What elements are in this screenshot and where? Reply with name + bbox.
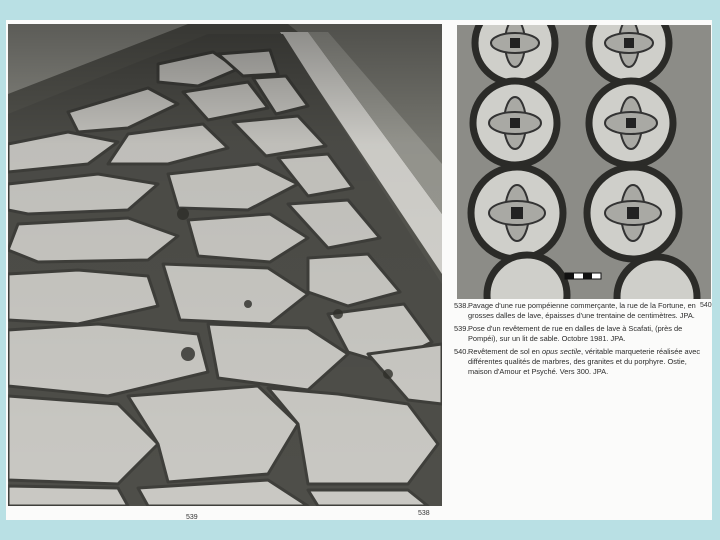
scale-bar (565, 273, 601, 279)
figure-captions (454, 301, 710, 380)
figure-number-540: 540 (700, 302, 712, 309)
caption-540: 540.Revêtement de sol en opus sectile, véritable marqueterie réalisée avec différentes qualités de marbres, des granites et du porphyre. Ostie, maison d'Amour et Psyché. Vers 300. JPA. (454, 347, 701, 376)
caption-539: 539.Pose d'un revêtement de rue en dalles de lave à Scafati, (près de Pompéi), sur un lit de sable. Octobre 1981. JPA. (454, 324, 683, 343)
figure-number-bottom-left: 539 (186, 514, 198, 521)
opus-sectile-photo (457, 25, 711, 299)
figure-number-538: 538 (418, 510, 430, 517)
caption-538: 538.Pavage d'une rue pompéienne commerçante, la rue de la Fortune, en grosses dalles de lave, épaisses d'une trentaine de centimètres. JPA. (454, 301, 696, 320)
street-pavement-photo (8, 24, 442, 506)
